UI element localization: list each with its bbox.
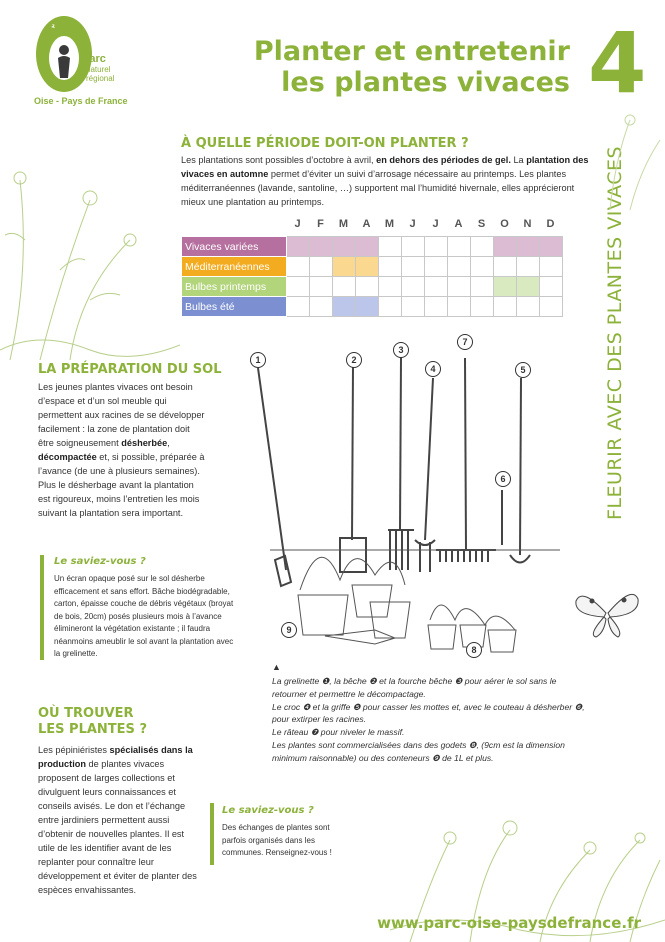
month-label: S (477, 218, 486, 230)
calendar-row-label: Bulbes printemps (182, 277, 287, 297)
calendar-cell (333, 237, 356, 257)
where-heading-line1: OÙ TROUVER (38, 706, 134, 721)
soil-text-2: , (167, 438, 170, 448)
month-label: A (362, 218, 371, 230)
calendar-row (182, 257, 563, 277)
month-label: F (317, 218, 324, 230)
park-logo (34, 14, 128, 114)
calendar-cell (448, 297, 471, 317)
calendar-cell (402, 237, 425, 257)
month-label: M (338, 218, 349, 230)
calendar-cell (310, 257, 333, 277)
butterfly-icon (572, 585, 642, 640)
calendar-cell (448, 257, 471, 277)
plant-illustration-left (0, 120, 180, 360)
calendar-cell (356, 237, 379, 257)
calendar-cell (379, 237, 402, 257)
tool-number-9: 9 (281, 622, 297, 638)
when-text-bold-1: en dehors des périodes de gel. (376, 155, 511, 165)
logo-line1: Parc (82, 53, 106, 65)
calendar-cell (540, 237, 563, 257)
caption-line-1: La grelinette ❶, la bêche ❷ et la fourche bêche ❸ pour aérer le sol sans le retourner et permettre le décompactage. (272, 676, 557, 699)
tool-number-7: 7 (457, 334, 473, 350)
calendar-cell (287, 297, 310, 317)
tip1-text: Un écran opaque posé sur le sol désherbe efficacement et sans effort. Bâche biodégradable, carton, épaisse couche de débris végétaux (broyat de bois, 20cm) posés plusieurs mois à l’avance élimineront la végétation existante ; il faudra néanmoins ameublir le sol avant la plantation avec la grelinette. (54, 574, 234, 658)
caption-marker: ▲ (272, 662, 281, 672)
month-label: J (432, 218, 439, 230)
tool-number-3: 3 (393, 342, 409, 358)
when-text-3: permet d’éviter un suivi d’arrosage nécessaire au printemps. Les plantes méditerranéennes (lavande, santoline, …) supportent mal l’humidité hivernale, elles apprécieront mieux une plantation au printemps. (181, 169, 575, 207)
calendar-cell (310, 297, 333, 317)
chapter-number: 4 (588, 14, 647, 112)
calendar-table (181, 236, 563, 317)
soil-text-1: Les jeunes plantes vivaces ont besoin d’espace et d’un sol meuble qui permettent aux racines de se développer facilement : la zone de plantation doit être soigneusement (38, 382, 205, 448)
calendar-row (182, 237, 563, 257)
calendar-cell (425, 237, 448, 257)
calendar-cell (540, 257, 563, 277)
calendar-row-label: Méditerranéennes (182, 257, 287, 277)
calendar-cell (540, 277, 563, 297)
calendar-cell (517, 277, 540, 297)
calendar-cell (402, 257, 425, 277)
caption-line-4: Les plantes sont commercialisées dans des godets ❽, (9cm est la dimension minimum raisonnable) ou des conteneurs ❾ de 1L et plus. (272, 739, 565, 763)
tip2-heading: Le saviez-vous ? (222, 805, 314, 816)
calendar-cell (471, 277, 494, 297)
calendar-cell (494, 237, 517, 257)
calendar-months (286, 218, 563, 236)
month-label: M (384, 218, 395, 230)
calendar-cell (287, 237, 310, 257)
tools-illustration (240, 340, 570, 670)
where-heading-line2: LES PLANTES ? (38, 722, 147, 737)
tip1-heading: Le saviez-vous ? (54, 556, 146, 567)
calendar-cell (310, 237, 333, 257)
calendar-cell (379, 277, 402, 297)
tools-caption (272, 675, 590, 765)
calendar-cell (333, 277, 356, 297)
tool-number-8: 8 (466, 642, 482, 658)
where-text-1: Les pépiniéristes (38, 745, 110, 755)
calendar-cell (379, 297, 402, 317)
tip1-bar (40, 555, 44, 660)
soil-text-3: et, si possible, préparée à l’avance (de une à plusieurs semaines). Plus le désherbage avant la plantation est rigoureux, moins l’entretien les mois suivant la plantation sera important. (38, 452, 205, 518)
tool-number-5: 5 (515, 362, 531, 378)
calendar-cell (448, 277, 471, 297)
title-line2: les plantes vivaces (281, 67, 570, 98)
calendar-cell (402, 297, 425, 317)
planting-calendar (181, 218, 563, 317)
month-label: N (523, 218, 532, 230)
calendar-cell (517, 297, 540, 317)
calendar-row-label: Bulbes été (182, 297, 287, 317)
calendar-row-label: Vivaces variées (182, 237, 287, 257)
calendar-row (182, 277, 563, 297)
calendar-cell (425, 297, 448, 317)
calendar-row (182, 297, 563, 317)
when-text-bold-2: plantation des vivaces en automne (181, 155, 589, 179)
calendar-cell (517, 257, 540, 277)
caption-line-3: Le râteau ❼ pour niveler le massif. (272, 727, 405, 738)
tool-number-2: 2 (346, 352, 362, 368)
section-soil-heading: LA PRÉPARATION DU SOL (38, 362, 222, 377)
calendar-cell (287, 257, 310, 277)
calendar-cell (356, 297, 379, 317)
when-text-2: La (510, 155, 527, 165)
tip2-bar (210, 803, 214, 865)
calendar-cell (425, 277, 448, 297)
calendar-cell (379, 257, 402, 277)
calendar-cell (494, 297, 517, 317)
month-label: J (294, 218, 301, 230)
section-when-heading: À QUELLE PÉRIODE DOIT-ON PLANTER ? (181, 136, 469, 151)
calendar-cell (471, 297, 494, 317)
calendar-cell (540, 297, 563, 317)
month-label: J (409, 218, 416, 230)
side-title: FLEURIR AVEC DES PLANTES VIVACES (604, 145, 626, 520)
caption-line-2: Le croc ❹ et la griffe ❺ pour casser les mottes et, avec le couteau à désherber ❻, pour extirper les racines. (272, 701, 585, 725)
calendar-cell (448, 237, 471, 257)
tool-number-6: 6 (495, 471, 511, 487)
calendar-cell (517, 237, 540, 257)
month-label: O (500, 218, 509, 230)
tool-number-1: 1 (250, 352, 266, 368)
where-text-2: de plantes vivaces proposent de larges collections et divulguent leurs connaissances et conseils avisés. Le don et l’échange entre jardiniers permettent aussi d’obtenir de nouvelles plantes. Il est utile de les identifier avant de les replanter pour connaître leur développement et éviter de planter des espèces envahissantes. (38, 759, 197, 895)
soil-text-bold-1: désherbée (121, 438, 168, 448)
title-line1: Planter et entretenir (253, 36, 570, 67)
tip2-text: Des échanges de plantes sont parfois organisés dans les communes. Renseignez-vous ! (222, 823, 332, 857)
logo-line2: naturel (86, 65, 111, 74)
calendar-cell (494, 277, 517, 297)
soil-text-bold-2: décompactée (38, 452, 97, 462)
when-text-1: Les plantations sont possibles d’octobre à avril, (181, 155, 377, 165)
month-label: D (546, 218, 555, 230)
calendar-cell (471, 237, 494, 257)
calendar-cell (356, 277, 379, 297)
calendar-cell (333, 257, 356, 277)
page-title (230, 36, 570, 98)
logo-line4: Oise - Pays de France (34, 96, 128, 106)
calendar-cell (425, 257, 448, 277)
month-label: A (454, 218, 463, 230)
where-text-bold-1: spécialisés dans la production (38, 745, 193, 769)
calendar-cell (494, 257, 517, 277)
calendar-cell (356, 257, 379, 277)
calendar-cell (310, 277, 333, 297)
section-soil-text (38, 380, 206, 520)
logo-line3: régional (86, 74, 115, 83)
section-where-text (38, 743, 200, 897)
calendar-cell (287, 277, 310, 297)
calendar-cell (471, 257, 494, 277)
calendar-cell (333, 297, 356, 317)
tool-number-4: 4 (425, 361, 441, 377)
calendar-cell (402, 277, 425, 297)
section-where-heading (38, 706, 147, 738)
website-link[interactable]: www.parc-oise-paysdefrance.fr (377, 914, 641, 932)
section-when-text (181, 153, 593, 209)
